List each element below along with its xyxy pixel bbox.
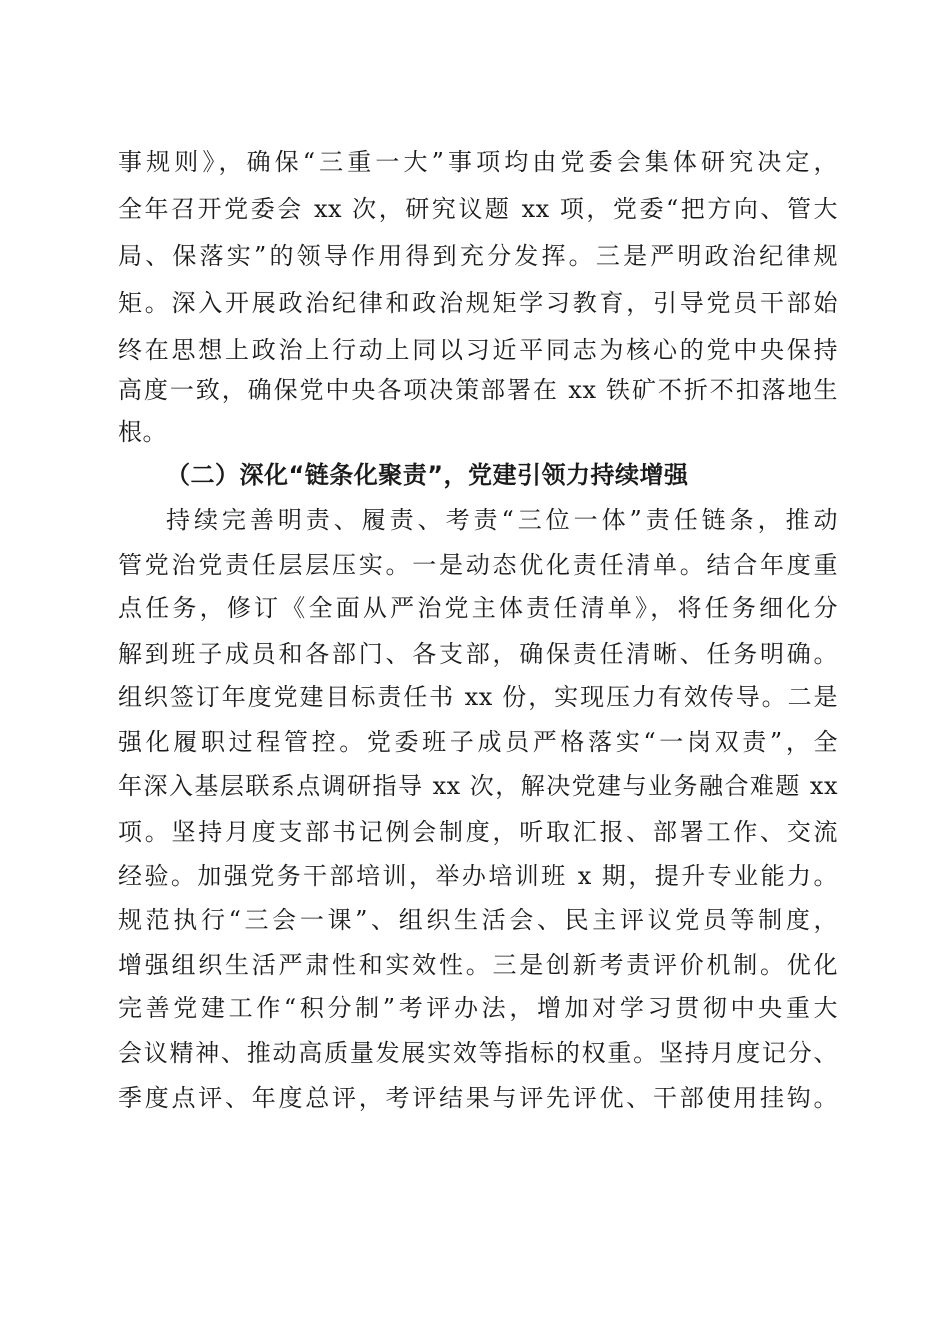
paragraph-line: 矩。深入开展政治纪律和政治规矩学习教育，引导党员干部始 [118,289,838,317]
paragraph-line: 持续完善明责、履责、考责“三位一体”责任链条，推动 [166,506,838,534]
paragraph-line: 管党治党责任层层压实。一是动态优化责任清单。结合年度重 [118,551,838,579]
paragraph-line: 事规则》，确保“三重一大”事项均由党委会集体研究决定， [118,148,838,176]
paragraph-line: 解到班子成员和各部门、各支部，确保责任清晰、任务明确。 [118,640,838,668]
paragraph-line: 规范执行“三会一课”、组织生活会、民主评议党员等制度， [118,906,838,934]
paragraph-line: 点任务，修订《全面从严治党主体责任清单》，将任务细化分 [118,594,838,622]
paragraph-line: 季度点评、年度总评，考评结果与评先评优、干部使用挂钩。 [118,1084,838,1112]
section-heading: （二）深化“链条化聚责”，党建引领力持续增强 [166,461,689,489]
paragraph-line: 经验。加强党务干部培训，举办培训班 x 期，提升专业能力。 [118,862,838,890]
paragraph-line: 增强组织生活严肃性和实效性。三是创新考责评价机制。优化 [118,951,838,979]
paragraph-line: 强化履职过程管控。党委班子成员严格落实“一岗双责”，全 [118,728,838,756]
paragraph-line: 年深入基层联系点调研指导 xx 次，解决党建与业务融合难题 xx [118,772,838,800]
paragraph-line: 全年召开党委会 xx 次，研究议题 xx 项，党委“把方向、管大 [118,195,838,223]
paragraph-line: 高度一致，确保党中央各项决策部署在 xx 铁矿不折不扣落地生 [118,376,838,404]
paragraph-line: 局、保落实”的领导作用得到充分发挥。三是严明政治纪律规 [118,242,838,270]
paragraph-line: 组织签订年度党建目标责任书 xx 份，实现压力有效传导。二是 [118,683,838,711]
paragraph-line: 会议精神、推动高质量发展实效等指标的权重。坚持月度记分、 [118,1039,838,1067]
paragraph-line: 终在思想上政治上行动上同以习近平同志为核心的党中央保持 [118,336,838,364]
paragraph-line: 完善党建工作“积分制”考评办法，增加对学习贯彻中央重大 [118,994,838,1022]
paragraph-line: 项。坚持月度支部书记例会制度，听取汇报、部署工作、交流 [118,818,838,846]
paragraph-line: 根。 [118,418,167,446]
